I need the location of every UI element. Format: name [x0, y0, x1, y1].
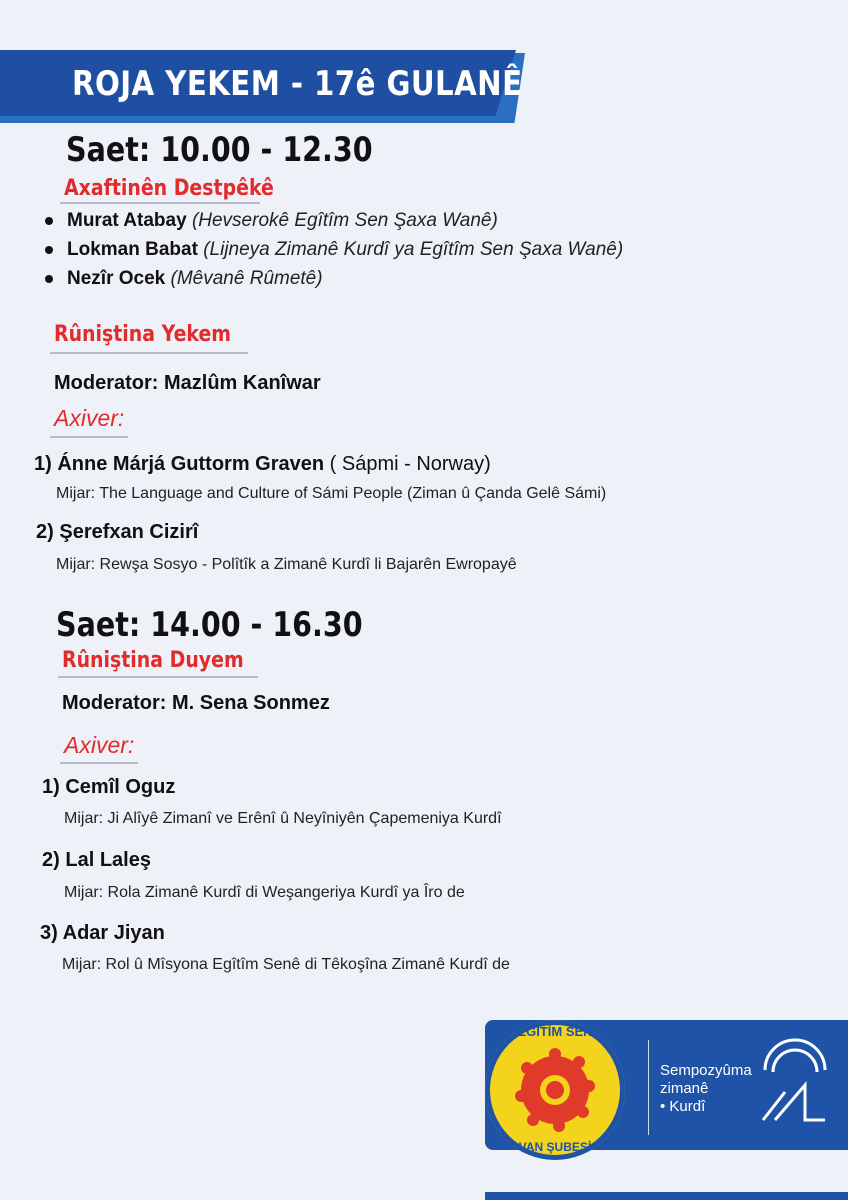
symposium-title	[660, 1062, 752, 1116]
speaker-3-topic: Mijar: Ji Alîyê Zimanî ve Erênî û Neyîniyên Çapemeniya Kurdî	[64, 810, 502, 827]
speaker-5	[40, 922, 165, 945]
logo-org-top: EĞİTİM SEN	[517, 1024, 593, 1039]
axiver2-underline	[60, 762, 138, 764]
speaker-name: Adar Jiyan	[62, 922, 165, 944]
speaker-1	[34, 453, 491, 476]
opening-underline	[60, 202, 260, 204]
list-item	[45, 235, 623, 264]
speaker-2-topic: Mijar: Rewşa Sosyo - Polîtîk a Zimanê Kurdî li Bajarên Ewropayê	[56, 556, 517, 573]
speaker-3	[42, 776, 175, 799]
logo-line-2: zimanê	[660, 1080, 709, 1097]
logo-org-bottom: VAN ŞUBESİ	[518, 1140, 592, 1154]
speaker-number: 2)	[36, 521, 54, 543]
list-item	[45, 206, 623, 235]
bullet-icon	[45, 275, 53, 283]
openers-list	[45, 206, 623, 293]
speaker-name: Cemîl Oguz	[65, 776, 176, 798]
emblem-icon	[755, 1030, 835, 1130]
page-title: ROJA YEKEM - 17ê GULANÊ	[72, 64, 523, 104]
speaker-number: 1)	[42, 776, 60, 798]
speaker-name: Lal Laleş	[65, 849, 151, 871]
opening-title: Axaftinên Destpêkê	[64, 176, 274, 201]
speaker-location: ( Sápmi - Norway)	[324, 453, 491, 475]
panel2-speakers-label: Axiver:	[64, 732, 135, 758]
opener-name: Nezîr Ocek	[67, 268, 166, 289]
axiver1-underline	[50, 436, 128, 438]
logo-line-1: Sempozyûma	[660, 1062, 752, 1079]
opener-name: Lokman Babat	[67, 239, 198, 260]
speaker-1-topic: Mijar: The Language and Culture of Sámi People (Ziman û Çanda Gelê Sámi)	[56, 485, 607, 502]
panel1-moderator: Moderator: Mazlûm Kanîwar	[54, 372, 321, 394]
speaker-4-topic: Mijar: Rola Zimanê Kurdî di Weşangeriya Kurdî ya Îro de	[64, 884, 465, 901]
panel2-underline	[58, 676, 258, 678]
bottom-strip	[485, 1192, 848, 1200]
session1-time: Saet: 10.00 - 12.30	[66, 130, 373, 170]
speaker-name: Şerefxan Cizirî	[59, 521, 199, 543]
panel1-title: Rûniştina Yekem	[54, 322, 232, 347]
panel1-speakers-label: Axiver:	[54, 405, 125, 431]
bullet-icon	[45, 246, 53, 254]
speaker-number: 2)	[42, 849, 60, 871]
list-item	[45, 264, 623, 293]
logo-divider	[648, 1040, 649, 1135]
session2-time: Saet: 14.00 - 16.30	[56, 605, 363, 645]
sun-emblem-icon	[485, 1020, 625, 1160]
speaker-4	[42, 849, 151, 872]
egitim-sen-logo	[485, 1020, 625, 1160]
speaker-number: 3)	[40, 922, 58, 944]
speaker-5-topic: Mijar: Rol û Mîsyona Egîtîm Senê di Têkoşîna Zimanê Kurdî de	[62, 956, 510, 973]
speaker-name: Ánne Márjá Guttorm Graven	[57, 453, 325, 475]
speaker-number: 1)	[34, 453, 52, 475]
speaker-2	[36, 521, 198, 544]
panel2-moderator: Moderator: M. Sena Sonmez	[62, 692, 330, 714]
opener-name: Murat Atabay	[67, 210, 187, 231]
opener-role: (Lijneya Zimanê Kurdî ya Egîtîm Sen Şaxa Wanê)	[203, 239, 624, 260]
opener-role: (Hevserokê Egîtîm Sen Şaxa Wanê)	[191, 210, 498, 231]
bullet-icon	[45, 217, 53, 225]
panel1-underline	[50, 352, 248, 354]
logo-line-3: • Kurdî	[660, 1098, 706, 1115]
panel2-title: Rûniştina Duyem	[62, 648, 244, 673]
opener-role: (Mêvanê Rûmetê)	[170, 268, 323, 289]
